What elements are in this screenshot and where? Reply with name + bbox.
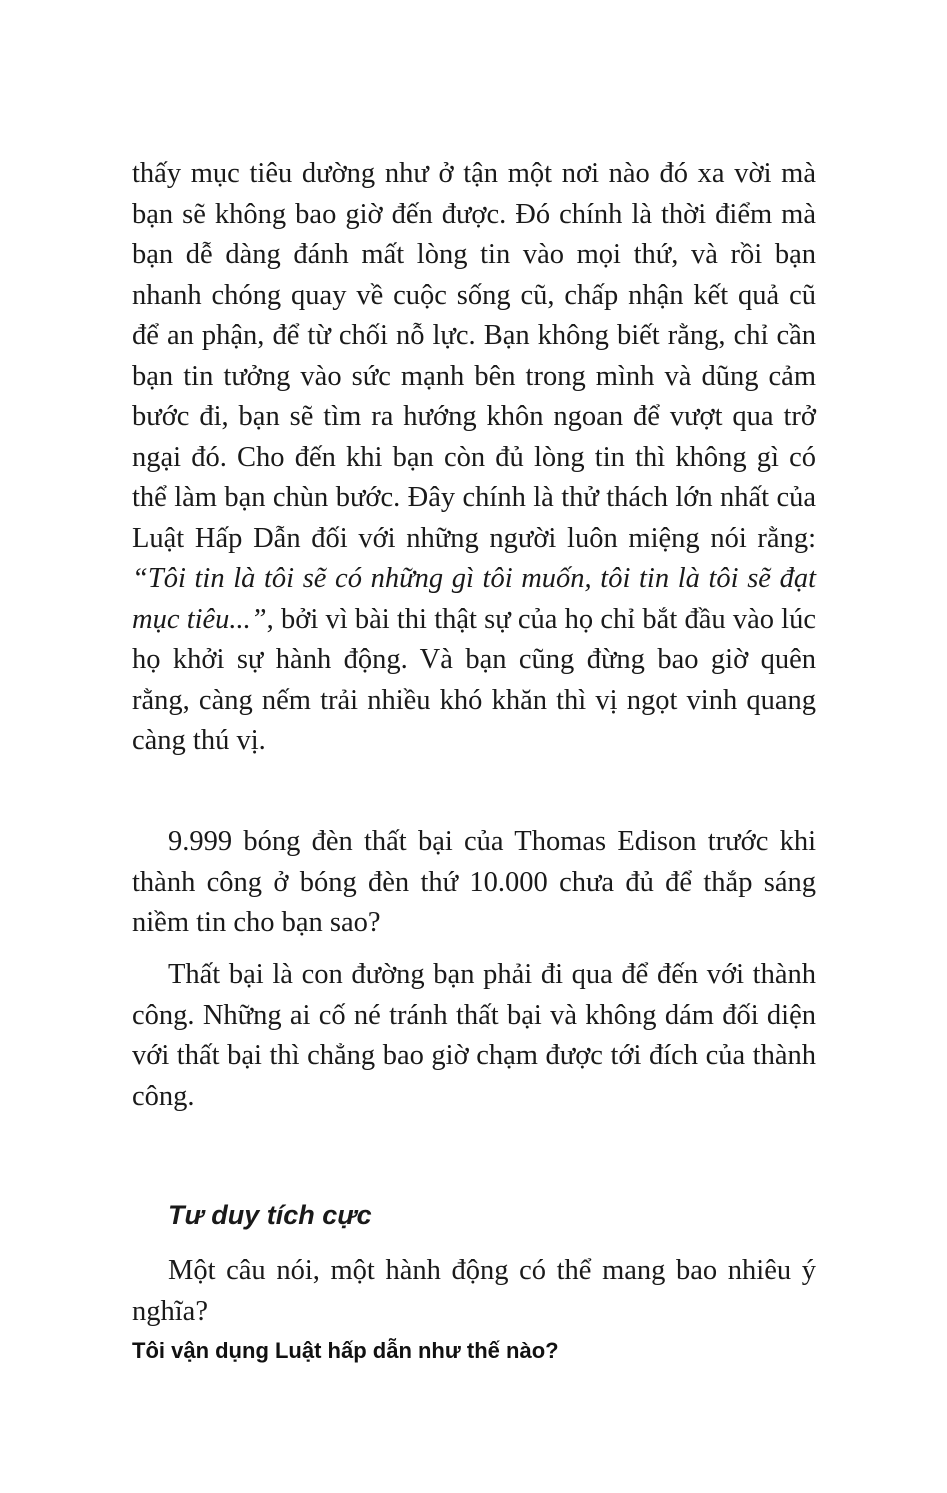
section-heading: Tư duy tích cực (168, 1200, 372, 1230)
paragraph-1-text: thấy mục tiêu dường như ở tận một nơi nào đó xa vời mà bạn sẽ không bao giờ đến được. Đó chính là thời điểm mà bạn dễ dàng đánh mất lòng tin vào mọi thứ, và rồi bạn nhanh chóng quay về cuộc sống cũ, chấp nhận kết quả cũ để an phận, để từ chối nỗ lực. Bạn không biết rằng, chỉ cần bạn tin tưởng vào sức mạnh bên trong mình và dũng cảm bước đi, bạn sẽ tìm ra hướng khôn ngoan để vượt qua trở ngại đó. Cho đến khi bạn còn đủ lòng tin thì không gì có thể làm bạn chùn bước. Đây chính là thử thách lớn nhất của Luật Hấp Dẫn đối với những người luôn miệng nói rằng: (132, 158, 816, 554)
paragraph-3: Thất bại là con đường bạn phải đi qua để đến với thành công. Những ai cố né tránh thất bại và không dám đối diện với thất bại thì chẳng bao giờ chạm được tới đích của thành công. (132, 959, 816, 1112)
paragraph-4: Một câu nói, một hành động có thể mang bao nhiêu ý nghĩa? (132, 1255, 816, 1327)
paragraph-1-quote: “Tôi tin là tôi sẽ có những gì tôi muốn, tôi tin là tôi sẽ đạt mục tiêu...” (132, 563, 816, 635)
running-footer-title: Tôi vận dụng Luật hấp dẫn như thế nào? (132, 1338, 559, 1363)
paragraph-1 (132, 154, 816, 762)
paragraph-2: 9.999 bóng đèn thất bại của Thomas Edison trước khi thành công ở bóng đèn thứ 10.000 chưa đủ để thắp sáng niềm tin cho bạn sao? (132, 826, 816, 938)
paragraph-1-text-end: , bởi vì bài thi thật sự của họ chỉ bắt đầu vào lúc họ khởi sự hành động. Và bạn cũng đừng bao giờ quên rằng, càng nếm trải nhiều khó khăn thì vị ngọt vinh quang càng thú vị. (132, 603, 816, 756)
